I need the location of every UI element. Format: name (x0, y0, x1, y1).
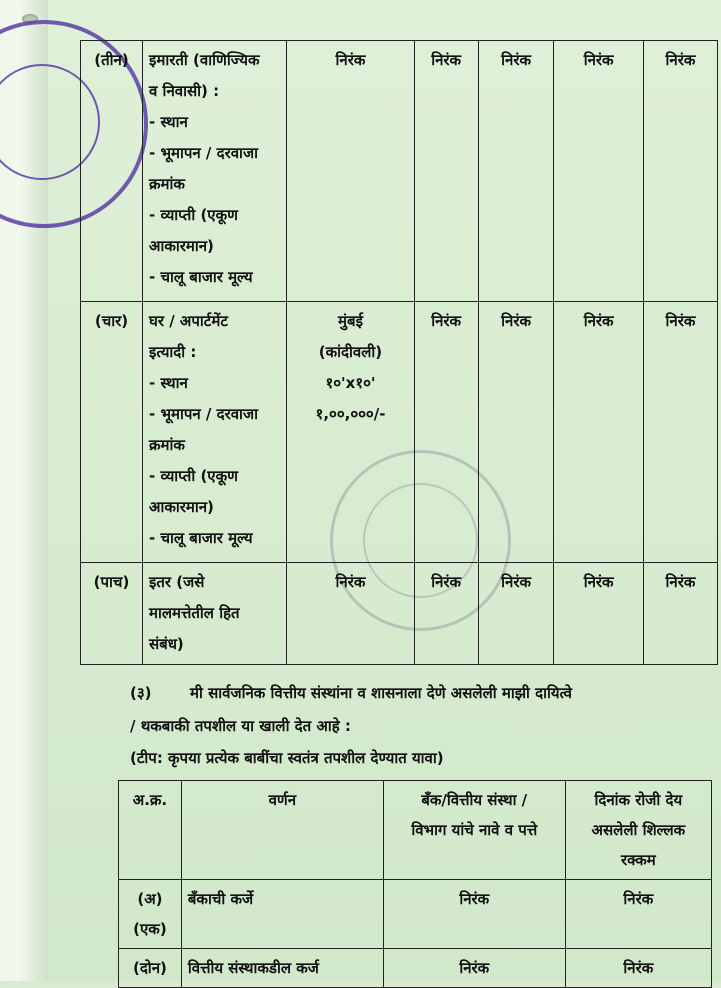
header-bank-name: बँक/वित्तीय संस्था / विभाग यांचे नावे व पत्ते (383, 781, 565, 880)
section-heading (130, 683, 700, 703)
value-cell: निरंक (478, 563, 554, 665)
row-description: बँकाची कर्जे (181, 880, 383, 949)
bank-cell: निरंक (383, 949, 565, 988)
row-description: इतर (जसे मालमत्तेतील हित संबंध) (143, 563, 287, 665)
value-cell: निरंक (414, 302, 478, 563)
value-cell: निरंक (554, 41, 644, 302)
table-row (119, 880, 712, 949)
location-cell: निरंक (287, 41, 414, 302)
row-description: इमारती (वाणिज्यिक व निवासी) : - स्थान - भूमापन / दरवाजा क्रमांक - व्याप्ती (एकूण आकारमान) - चालू बाजार मूल्य (143, 41, 287, 302)
value-cell: निरंक (554, 563, 644, 665)
section-note: (टीप: कृपया प्रत्येक बाबींचा स्वतंत्र तपशील देण्यात यावा) (130, 749, 444, 767)
row-number: (चार) (81, 302, 143, 563)
value-cell: निरंक (414, 41, 478, 302)
value-cell: निरंक (414, 563, 478, 665)
row-number: (पाच) (81, 563, 143, 665)
row-number: (अ) (एक) (119, 880, 182, 949)
row-description: घर / अपार्टमेंट इत्यादी : - स्थान - भूमापन / दरवाजा क्रमांक - व्याप्ती (एकूण आकारमान) - चालू बाजार मूल्य (143, 302, 287, 563)
location-cell: मुंबई (कांदीवली) १०'x१०' १,००,०००/- (287, 302, 414, 563)
value-cell: निरंक (478, 302, 554, 563)
row-number: (तीन) (81, 41, 143, 302)
value-cell: निरंक (478, 41, 554, 302)
header-balance: दिनांक रोजी देय असलेली शिल्लक रक्कम (565, 781, 711, 880)
row-description: वित्तीय संस्थाकडील कर्ज (181, 949, 383, 988)
table-header-row (119, 781, 712, 880)
header-description: वर्णन (181, 781, 383, 880)
value-cell: निरंक (554, 302, 644, 563)
value-cell: निरंक (643, 302, 717, 563)
table-row (81, 302, 718, 563)
assets-table (80, 40, 718, 665)
header-serial-no: अ.क्र. (119, 781, 182, 880)
location-cell: निरंक (287, 563, 414, 665)
bank-cell: निरंक (383, 880, 565, 949)
section-number: (३) (130, 684, 152, 702)
balance-cell: निरंक (565, 880, 711, 949)
value-cell: निरंक (643, 41, 717, 302)
liabilities-table (118, 780, 712, 988)
table-row (81, 563, 718, 665)
value-cell: निरंक (643, 563, 717, 665)
balance-cell: निरंक (565, 949, 711, 988)
row-number: (दोन) (119, 949, 182, 988)
section-text-continued: / थकबाकी तपशील या खाली देत आहे : (130, 717, 351, 735)
section-text: मी सार्वजनिक वित्तीय संस्थांना व शासनाला देणे असलेली माझी दायित्वे (190, 684, 572, 702)
table-row (81, 41, 718, 302)
table-row (119, 949, 712, 988)
